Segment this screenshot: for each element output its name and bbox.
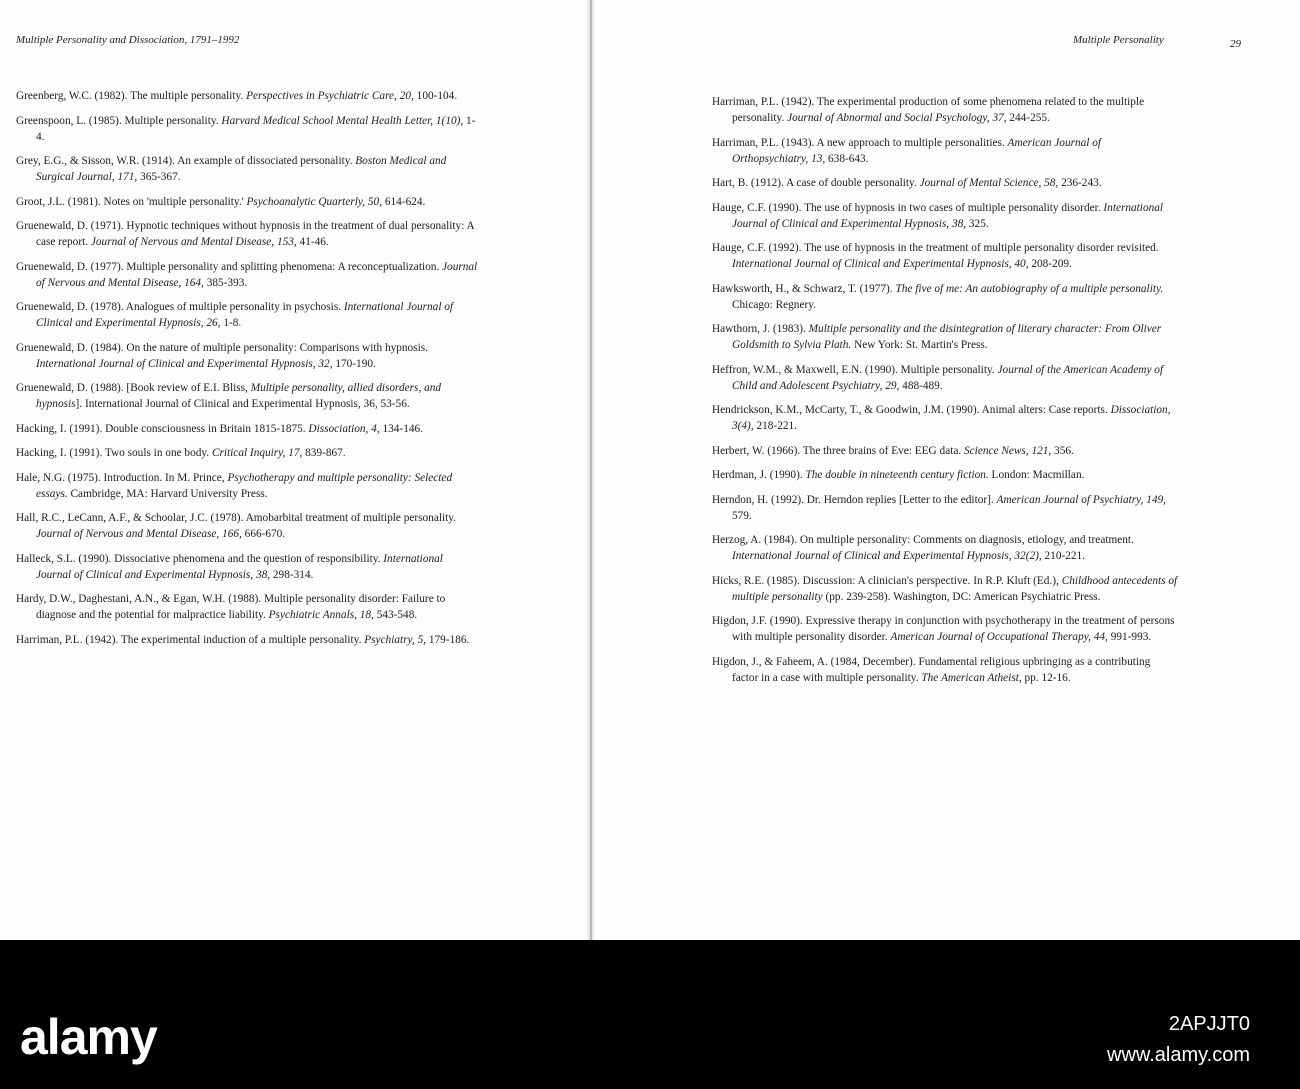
reference-text: Gruenewald, D. (1971). Hypnotic techniques without hypnosis in the treatment of dual personality: A case report.	[16, 220, 475, 248]
reference-pages: 638-643.	[825, 152, 869, 165]
reference-text: Gruenewald, D. (1988). [Book review of E.I. Bliss,	[16, 382, 251, 394]
reference-text: Herbert, W. (1966). The three brains of Eve: EEG data.	[712, 444, 965, 457]
reference-entry	[712, 467, 1178, 483]
reference-source: Psychiatric Annals, 18,	[268, 609, 374, 621]
reference-entry	[712, 492, 1178, 524]
reference-pages: 218-221.	[753, 420, 797, 432]
reference-entry	[712, 573, 1178, 605]
reference-entry	[712, 362, 1178, 394]
reference-entry	[712, 175, 1178, 191]
reference-source: International Journal of Clinical and Experimental Hypnosis, 38,	[732, 201, 1164, 230]
reference-text: Heffron, W.M., & Maxwell, E.N. (1990). Multiple personality.	[712, 363, 998, 376]
reference-entry	[16, 445, 478, 461]
reference-text: Hacking, I. (1991). Two souls in one body.	[16, 447, 212, 459]
running-head: Multiple Personality	[1073, 34, 1164, 46]
reference-text: Hacking, I. (1991). Double consciousness in Britain 1815-1875.	[16, 422, 309, 435]
reference-entry	[16, 421, 478, 437]
reference-source: Harvard Medical School Mental Health Letter, 1(10),	[221, 114, 464, 127]
reference-source: International Journal of Clinical and Experimental Hypnosis, 32(2),	[732, 550, 1042, 562]
reference-source: Multiple personality, allied disorders, and hypnosis	[36, 382, 442, 410]
page-number: 29	[1230, 38, 1241, 50]
reference-source: International Journal of Clinical and Experimental Hypnosis, 38,	[36, 552, 443, 581]
reference-entry	[16, 218, 478, 250]
reference-source: Psychotherapy and multiple personality: Selected essays.	[36, 471, 453, 500]
reference-entry	[16, 259, 478, 291]
reference-pages: 325.	[966, 217, 989, 230]
reference-pages: 170-190.	[332, 357, 376, 370]
reference-pages: 244-255.	[1006, 112, 1050, 124]
reference-source: Critical Inquiry, 17,	[211, 447, 303, 459]
reference-text: Greenspoon, L. (1985). Multiple personality.	[16, 114, 222, 127]
reference-text: Hauge, C.F. (1990). The use of hypnosis in two cases of multiple personality disorder.	[712, 201, 1104, 214]
image-id: 2APJJT0	[1168, 1013, 1250, 1035]
reference-source: International Journal of Clinical and Experimental Hypnosis, 32,	[36, 357, 333, 370]
reference-text: Gruenewald, D. (1978). Analogues of multiple personality in psychosis.	[16, 301, 344, 313]
reference-source: Psychoanalytic Quarterly, 50,	[246, 195, 383, 208]
reference-text: Herzog, A. (1984). On multiple personality: Comments on diagnosis, etiology, and treatment.	[712, 534, 1134, 546]
reference-pages: 208-209.	[1028, 258, 1072, 270]
reference-text: Greenberg, W.C. (1982). The multiple personality.	[16, 90, 247, 102]
reference-text: Gruenewald, D. (1984). On the nature of multiple personality: Comparisons with hypnosis.	[16, 341, 428, 354]
reference-source: Multiple personality and the disintegration of literary character: From Oliver Goldsmith to Sylvia Plath.	[732, 323, 1162, 351]
reference-entry	[712, 94, 1178, 126]
reference-source: Journal of Mental Science, 58,	[919, 177, 1059, 189]
reference-entry	[712, 200, 1178, 232]
reference-text: Higdon, J.F. (1990). Expressive therapy in conjunction with psychotherapy in the treatment of persons with multiple personality disorder.	[712, 615, 1175, 643]
reference-pages: (pp. 239-258). Washington, DC: American Psychiatric Press.	[822, 590, 1101, 603]
reference-entry	[712, 135, 1178, 167]
watermark-url: www.alamy.com	[1107, 1044, 1250, 1066]
reference-pages: 365-367.	[137, 171, 181, 183]
reference-entry	[712, 654, 1178, 686]
reference-text: Grey, E.G., & Sisson, W.R. (1914). An example of dissociated personality.	[16, 155, 356, 167]
reference-text: Hicks, R.E. (1985). Discussion: A clinician's perspective. In R.P. Kluft (Ed.),	[712, 574, 1062, 587]
running-head: Multiple Personality and Dissociation, 1791–1992	[16, 34, 240, 46]
reference-entry	[16, 632, 478, 648]
alamy-logo: alamy	[20, 1009, 157, 1065]
reference-source: The double in nineteenth century fiction.	[805, 469, 989, 481]
reference-entry	[712, 240, 1178, 272]
reference-source: American Journal of Psychiatry, 149,	[996, 493, 1166, 506]
reference-source: Childhood antecedents of multiple personality	[732, 574, 1178, 603]
reference-pages: 179-186.	[426, 633, 470, 646]
reference-entry	[16, 591, 478, 623]
reference-entry	[16, 470, 478, 502]
reference-text: Herdman, J. (1990).	[712, 469, 806, 481]
reference-pages: 614-624.	[382, 195, 426, 208]
reference-entry	[16, 299, 478, 331]
reference-pages: 298-314.	[270, 568, 314, 581]
reference-entry	[712, 532, 1178, 564]
reference-source: The American Atheist,	[921, 671, 1022, 684]
reference-pages: 41-46.	[296, 236, 329, 248]
reference-text: Higdon, J., & Faheem, A. (1984, December). Fundamental religious upbringing as a contributing factor in a case with multiple personality.	[712, 655, 1151, 684]
reference-entry	[16, 153, 478, 185]
reference-pages: Chicago: Regnery.	[732, 298, 816, 311]
reference-text: Hauge, C.F. (1992). The use of hypnosis in the treatment of multiple personality disorder revisited.	[712, 242, 1159, 254]
left-page	[0, 0, 585, 940]
reference-entry	[16, 380, 478, 412]
reference-pages: 666-670.	[241, 528, 286, 540]
reference-source: Journal of the American Academy of Child and Adolescent Psychiatry, 29,	[732, 363, 1164, 392]
reference-entry	[16, 113, 478, 145]
reference-pages: 134-146.	[379, 422, 423, 435]
reference-pages: 488-489.	[899, 379, 943, 392]
reference-pages: London: Macmillan.	[988, 469, 1085, 481]
book-spine	[586, 0, 595, 940]
watermark-strip	[0, 985, 1300, 1089]
reference-entry	[16, 551, 478, 583]
reference-text: Harriman, P.L. (1942). The experimental induction of a multiple personality.	[16, 633, 365, 646]
reference-list	[712, 94, 1178, 694]
reference-text: Halleck, S.L. (1990). Dissociative phenomena and the question of responsibility.	[16, 552, 384, 565]
reference-pages: 1-8.	[220, 317, 242, 329]
reference-text: Gruenewald, D. (1977). Multiple personality and splitting phenomena: A reconceptualization.	[16, 260, 443, 273]
reference-entry	[712, 613, 1178, 645]
reference-text: Hawksworth, H., & Schwarz, T. (1977).	[712, 282, 896, 295]
reference-pages: 1-4.	[36, 114, 476, 143]
reference-text: Groot, J.L. (1981). Notes on 'multiple personality.'	[16, 195, 247, 208]
reference-source: Dissociation, 3(4),	[732, 404, 1171, 432]
reference-entry	[712, 402, 1178, 434]
reference-pages: pp. 12-16.	[1021, 671, 1071, 684]
reference-source: Journal of Nervous and Mental Disease, 166,	[36, 528, 242, 540]
reference-pages: 100-104.	[413, 90, 458, 102]
reference-pages: 356.	[1051, 444, 1074, 457]
reference-entry	[712, 443, 1178, 459]
reference-text: Hale, N.G. (1975). Introduction. In M. Prince,	[16, 471, 228, 484]
reference-source: Science News, 121,	[964, 444, 1052, 457]
reference-text: Harriman, P.L. (1942). The experimental production of some phenomena related to the multiple personality.	[712, 96, 1145, 124]
reference-list	[16, 88, 478, 656]
reference-entry	[16, 510, 478, 542]
reference-entry	[16, 194, 478, 210]
reference-text: Harriman, P.L. (1943). A new approach to multiple personalities.	[712, 136, 1008, 149]
reference-source: The five of me: An autobiography of a multiple personality.	[895, 282, 1164, 295]
reference-entry	[16, 88, 478, 104]
reference-entry	[712, 281, 1178, 313]
reference-text: Herndon, H. (1992). Dr. Herndon replies [Letter to the editor].	[712, 493, 997, 506]
reference-pages: ]. International Journal of Clinical and Experimental Hypnosis, 36, 53-56.	[75, 398, 410, 410]
reference-pages: Cambridge, MA: Harvard University Press.	[67, 487, 268, 500]
reference-text: Hall, R.C., LeCann, A.F., & Schoolar, J.C. (1978). Amobarbital treatment of multiple personality.	[16, 512, 456, 524]
reference-pages: 991-993.	[1107, 631, 1152, 643]
reference-entry	[712, 321, 1178, 353]
reference-source: International Journal of Clinical and Experimental Hypnosis, 40,	[732, 258, 1029, 270]
reference-source: International Journal of Clinical and Experimental Hypnosis, 26,	[36, 301, 454, 329]
reference-text: Hawthorn, J. (1983).	[712, 323, 809, 335]
reference-source: Journal of Abnormal and Social Psychology, 37,	[787, 112, 1007, 124]
reference-source: Boston Medical and Surgical Journal, 171,	[36, 155, 447, 183]
reference-source: Psychiatry, 5,	[364, 633, 427, 646]
reference-pages: New York: St. Martin's Press.	[851, 339, 988, 351]
reference-source: Journal of Nervous and Mental Disease, 153,	[90, 236, 297, 248]
reference-pages: 579.	[732, 509, 752, 522]
reference-pages: 210-221.	[1041, 550, 1086, 562]
reference-text: Hendrickson, K.M., McCarty, T., & Goodwin, J.M. (1990). Animal alters: Case reports.	[712, 404, 1111, 416]
reference-text: Hardy, D.W., Daghestani, A.N., & Egan, W.H. (1988). Multiple personality disorder: Failure to diagnose and the potential for malpractice liability.	[16, 593, 446, 621]
reference-source: Perspectives in Psychiatric Care, 20,	[246, 90, 414, 102]
reference-pages: 839-867.	[302, 447, 346, 459]
reference-entry	[16, 340, 478, 372]
reference-source: Dissociation, 4,	[308, 422, 380, 435]
reference-text: Hart, B. (1912). A case of double personality.	[712, 177, 920, 189]
reference-source: American Journal of Orthopsychiatry, 13,	[732, 136, 1102, 165]
reference-source: American Journal of Occupational Therapy, 44,	[890, 631, 1108, 643]
reference-pages: 543-548.	[373, 609, 418, 621]
right-page	[595, 0, 1300, 940]
reference-pages: 385-393.	[203, 276, 248, 289]
reference-pages: 236-243.	[1058, 177, 1102, 189]
reference-source: Journal of Nervous and Mental Disease, 164,	[36, 260, 478, 289]
